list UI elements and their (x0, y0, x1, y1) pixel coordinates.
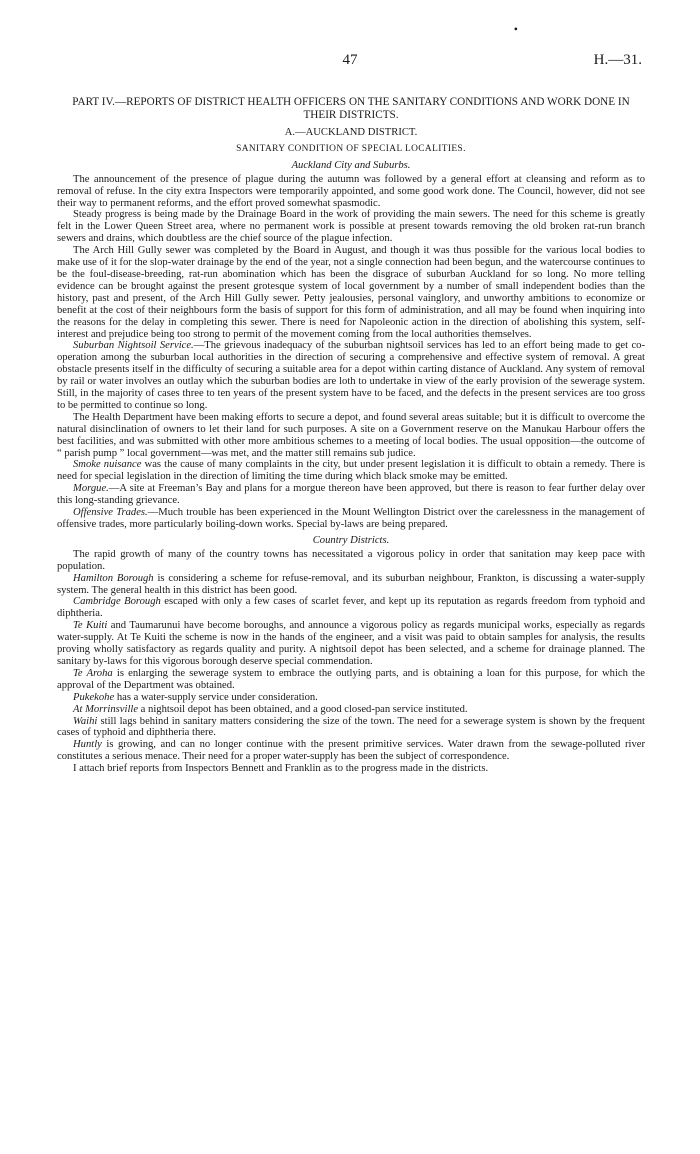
district-heading: A.—AUCKLAND DISTRICT. (284, 127, 418, 138)
paragraph-text: —Much trouble has been experienced in the Mount Wellington District over the carelessness in the management of offensive trades, more particularly boiling-down works. Special by-laws are being prepared. (57, 507, 645, 530)
paragraph (57, 245, 645, 340)
paragraph-lead: Hamilton Borough (73, 572, 154, 584)
paragraph-text: was the cause of many complaints in the city, but under present legislation it is difficult to obtain a remedy. There is need for special legislation in the direction of limiting the time during which black smoke may be emitted. (57, 459, 645, 483)
paragraph (57, 507, 645, 531)
page-number: 47 (342, 52, 358, 68)
paragraph-text: is enlarging the sewerage system to embrace the outlying parts, and is obtaining a loan for this purpose, for which the approval of the Department was obtained. (57, 667, 646, 691)
paragraph-lead: Te Kuiti (73, 620, 108, 632)
paragraph (57, 704, 645, 716)
paragraph (57, 739, 645, 763)
paragraph-lead: Cambridge Borough (73, 596, 161, 608)
paragraph-text: is considering a scheme for refuse-removal, and its suburban neighbour, Frankton, is discussing a water-supply system. The general health in this district has been good. (57, 572, 646, 596)
paragraph (57, 668, 645, 692)
paragraph-lead: Waihi (73, 715, 98, 727)
paragraph (57, 763, 645, 775)
paragraph (57, 692, 645, 704)
paragraph (57, 459, 645, 483)
paragraph-text: The rapid growth of many of the country towns has necessitated a vigorous policy in order that sanitation may keep pace with population. (57, 548, 645, 572)
paragraph-lead: Suburban Nightsoil Service. (73, 340, 194, 352)
paragraph-lead: Te Aroha (73, 667, 113, 679)
paragraph (57, 596, 645, 620)
paragraph-lead: At Morrinsville (73, 703, 139, 715)
paragraph-text: still lags behind in sanitary matters considering the size of the town. The need for a sewerage system is shown by the frequent cases of typhoid and diphtheria there. (57, 715, 645, 739)
paragraph-text: The announcement of the presence of plague during the autumn was followed by a general effort at cleansing and reform as to removal of refuse. In the city extra Inspectors were temporarily appointed, and some good work done. The Council, however, did not see their way to permanent reforms, and the effort proved somewhat spasmodic. (57, 173, 645, 209)
paragraph (57, 620, 645, 668)
paragraph (57, 412, 645, 460)
paragraph-text: a nightsoil depot has been obtained, and a good closed-pan service instituted. (138, 703, 468, 715)
auckland-paragraphs (57, 174, 645, 531)
section-subtitle: SANITARY CONDITION OF SPECIAL LOCALITIES. (236, 143, 466, 154)
paragraph (57, 209, 645, 245)
paragraph-text: and Taumarunui have become boroughs, and announce a vigorous policy as regards municipal works, especially as regards water-supply. At Te Kuiti the scheme is now in the hands of the engineer, and a visit was paid to obtain samples for analysis, the results proving wholly satisfactory as regards quality and purity. A nightsoil depot has been selected, and a scheme for drainage planned. The sanitary by-laws for this vigorous borough deserve special commendation. (57, 620, 645, 667)
paragraph (57, 549, 645, 573)
margin-mark: • (513, 22, 518, 36)
paragraph-lead: Morgue. (73, 483, 109, 495)
paragraph-lead: Pukekohe (73, 691, 115, 703)
paragraph-text: The Health Department have been making efforts to secure a depot, and found several areas suitable; but it is difficult to overcome the natural disinclination of owners to let their land for such purposes. A site on a Government reserve on the Manukau Harbour offers the best facilities, and was submitted with other more ambitious schemes to a meeting of local bodies. The usual opposition—the outcome of “ parish pump ” local government—was met, and the matter still remains sub judice. (57, 411, 645, 459)
paragraph (57, 483, 645, 507)
document-reference: H.—31. (593, 52, 642, 68)
paragraph-text: —A site at Freeman’s Bay and plans for a morgue thereon have been approved, but there is reason to fear further delay over this long-standing grievance. (57, 483, 645, 507)
paragraph-text: escaped with only a few cases of scarlet fever, and kept up its reputation as regards freedom from typhoid and diphtheria. (57, 596, 645, 620)
paragraph (57, 573, 645, 597)
paragraph-text: I attach brief reports from Inspectors Bennett and Franklin as to the progress made in the districts. (73, 763, 489, 775)
paragraph-text: has a water-supply service under consideration. (114, 691, 318, 703)
paragraph (57, 340, 645, 411)
paragraph (57, 716, 645, 740)
paragraph-text: —The grievous inadequacy of the suburban nightsoil services has led to an effort being made to get co-operation among the suburban local authorities in the direction of securing a comprehensive and effective system of removal. A great obstacle presents itself in the difficulty of securing a suitable area for a depot within carting distance of Auckland. Any system of removal by rail or water involves an outlay which the suburban bodies are loth to undertake in view of the early provision of the sewerage system. Still, in the majority of cases three to ten years of the present system have to be faced, and the defects in the present services are too gross to be permitted to continue so long. (57, 340, 645, 411)
page-header (0, 22, 700, 72)
country-paragraphs (57, 549, 645, 775)
paragraph-text: is growing, and can no longer continue with the present primitive services. Water drawn from the sewage-polluted river constitutes a serious menace. Their need for a proper water-supply has been the subject of correspondence. (57, 739, 645, 763)
locality-heading: Auckland City and Suburbs. (291, 159, 411, 171)
country-districts-heading: Country Districts. (312, 534, 390, 546)
part-title: PART IV.—REPORTS OF DISTRICT HEALTH OFFICERS ON THE SANITARY CONDITIONS AND WORK DONE IN THEIR DISTRICTS. (72, 96, 630, 121)
document-body (57, 96, 645, 775)
paragraph-text: Steady progress is being made by the Drainage Board in the work of providing the main sewers. The need for this scheme is greatly felt in the Lower Queen Street area, where no permanent work is possible at present towards removing the old broken rat-run branch sewers and drains, which doubtless are the chief source of the plague infection. (57, 209, 645, 245)
paragraph-text: The Arch Hill Gully sewer was completed by the Board in August, and though it was thus possible for the various local bodies to make use of it for the slop-water drainage by the end of the year, not a single connection had been begun, and the watercourse continues to be the foul-disease-breeding, rat-run abomination which has been the disgrace of suburban Auckland for so long. No more telling evidence can be brought against the present grotesque system of local government by a number of small independent bodies than the history, past and present, of the Arch Hill Gully sewer. Petty jealousies, personal vainglory, and unworthy ambitions to economize or benefit at the cost of their neighbours form the basis of support for this form of administration, and all may be found when inquiring into the reasons for the delay in completing this sewer. There is need for Napoleonic action in the direction of abolishing this system, self-interest and prejudice being too strong to permit of the movement coming from the local authorities themselves. (57, 245, 645, 340)
paragraph (57, 174, 645, 210)
paragraph-lead: Offensive Trades. (73, 507, 148, 519)
paragraph-lead: Smoke nuisance (73, 459, 142, 471)
paragraph-lead: Huntly (73, 739, 102, 751)
